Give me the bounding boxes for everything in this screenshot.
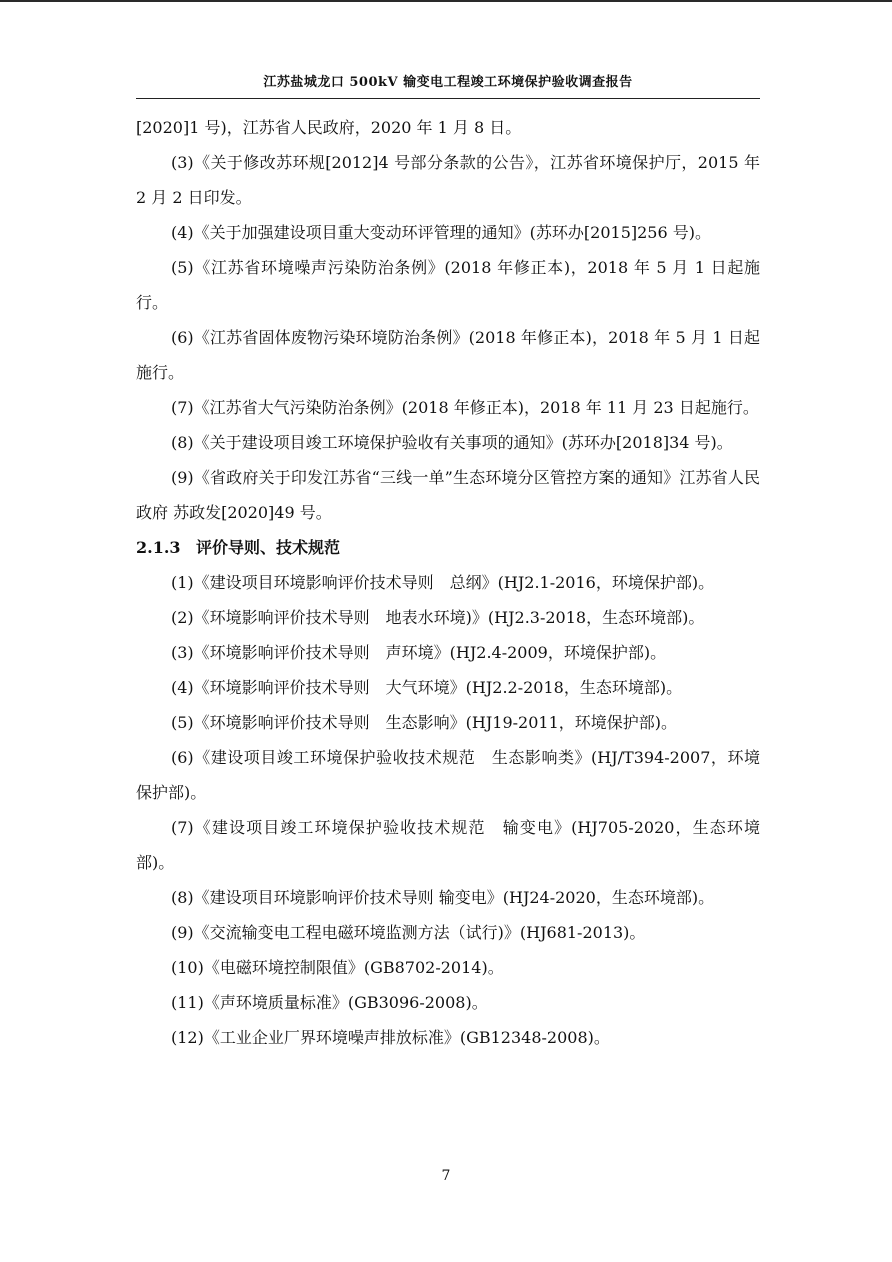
standard-item-4: (4)《环境影响评价技术导则 大气环境》(HJ2.2-2018，生态环境部)。 [171,678,683,697]
document-body [136,110,760,1055]
standard-item-10: (10)《电磁环境控制限值》(GB8702-2014)。 [171,958,504,977]
page-header-title: 江苏盐城龙口 500kV 输变电工程竣工环境保护验收调查报告 [263,75,633,90]
section-number: 2.1.3 [136,538,181,557]
top-border [0,0,892,2]
standard-item-5: (5)《环境影响评价技术导则 生态影响》(HJ19-2011，环境保护部)。 [171,713,678,732]
standard-item-1: (1)《建设项目环境影响评价技术导则 总纲》(HJ2.1-2016，环境保护部)。 [171,573,715,592]
paragraph-item-9: (9)《省政府关于印发江苏省“三线一单”生态环境分区管控方案的通知》江苏省人民政府 苏政发[2020]49 号。 [136,468,760,522]
header-divider [136,98,760,99]
paragraph-item-5: (5)《江苏省环境噪声污染防治条例》(2018 年修正本)，2018 年 5 月 1 日起施行。 [136,258,760,312]
section-title: 评价导则、技术规范 [196,538,341,557]
paragraph-item-3: (3)《关于修改苏环规[2012]4 号部分条款的公告》，江苏省环境保护厅，2015 年 2 月 2 日印发。 [136,153,760,207]
standard-item-9: (9)《交流输变电工程电磁环境监测方法（试行)》(HJ681-2013)。 [171,923,646,942]
page-number: 7 [441,1168,451,1184]
standard-item-6: (6)《建设项目竣工环境保护验收技术规范 生态影响类》(HJ/T394-2007，环境保护部)。 [136,748,760,802]
standard-item-7: (7)《建设项目竣工环境保护验收技术规范 输变电》(HJ705-2020，生态环境部)。 [136,818,760,872]
paragraph-item-8: (8)《关于建设项目竣工环境保护验收有关事项的通知》(苏环办[2018]34 号)。 [171,433,733,452]
paragraph-item-4: (4)《关于加强建设项目重大变动环评管理的通知》(苏环办[2015]256 号)。 [171,223,711,242]
standard-item-8: (8)《建设项目环境影响评价技术导则 输变电》(HJ24-2020，生态环境部)。 [171,888,715,907]
paragraph-item-7: (7)《江苏省大气污染防治条例》(2018 年修正本)，2018 年 11 月 23 日起施行。 [171,398,759,417]
standard-item-12: (12)《工业企业厂界环境噪声排放标准》(GB12348-2008)。 [171,1028,610,1047]
paragraph-item-6: (6)《江苏省固体废物污染环境防治条例》(2018 年修正本)，2018 年 5 月 1 日起施行。 [136,328,760,382]
paragraph-continuation: [2020]1 号)，江苏省人民政府，2020 年 1 月 8 日。 [136,118,522,137]
standard-item-11: (11)《声环境质量标准》(GB3096-2008)。 [171,993,488,1012]
section-heading [136,530,760,565]
standard-item-3: (3)《环境影响评价技术导则 声环境》(HJ2.4-2009，环境保护部)。 [171,643,667,662]
standard-item-2: (2)《环境影响评价技术导则 地表水环境)》(HJ2.3-2018，生态环境部)。 [171,608,705,627]
